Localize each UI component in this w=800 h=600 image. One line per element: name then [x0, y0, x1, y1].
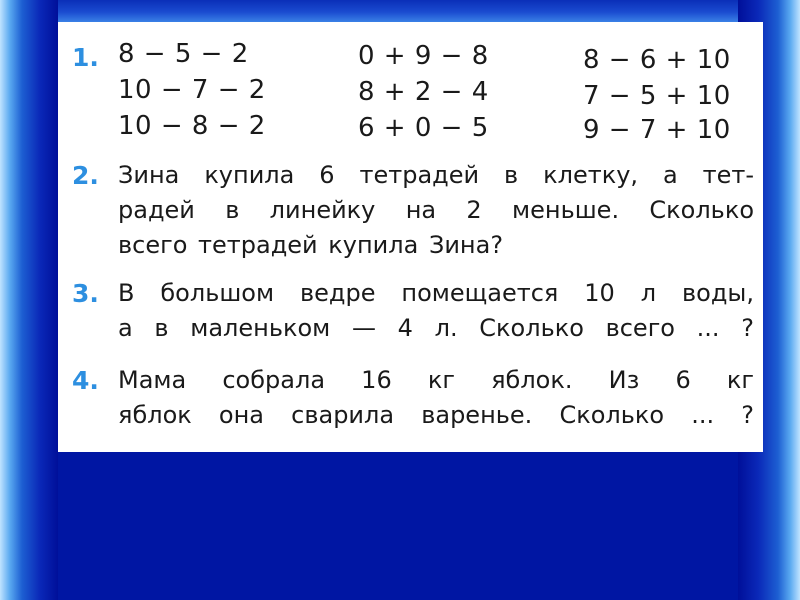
exercise-3-number: 3. [72, 279, 99, 308]
exercise-2-text [118, 158, 754, 263]
exercise-1-expression: 0 + 9 − 8 [358, 41, 489, 71]
exercise-2-number: 2. [72, 161, 99, 190]
exercise-4-line: яблок она сварила варенье. Сколько ... ? [118, 401, 754, 429]
textbook-page [58, 22, 763, 452]
exercise-1-expression: 6 + 0 − 5 [358, 113, 489, 143]
exercise-1-expression: 9 − 7 + 10 [583, 115, 731, 145]
exercise-1-number: 1. [72, 43, 99, 72]
exercise-3-text [118, 276, 754, 346]
slide-frame-bottom [58, 452, 738, 600]
exercise-3-line: а в маленьком — 4 л. Сколько всего ... ? [118, 314, 754, 342]
exercise-1-expression: 7 − 5 + 10 [583, 81, 731, 111]
exercise-1-expression: 8 − 5 − 2 [118, 39, 249, 69]
exercise-4-text [118, 363, 754, 433]
exercise-1-expression: 8 + 2 − 4 [358, 77, 489, 107]
exercise-1-expression: 10 − 8 − 2 [118, 111, 266, 141]
exercise-4-number: 4. [72, 366, 99, 395]
exercise-3-line: В большом ведре помещается 10 л воды, [118, 279, 754, 307]
slide-frame-top [58, 0, 738, 22]
exercise-1-expression: 10 − 7 − 2 [118, 75, 266, 105]
exercise-1-expression: 8 − 6 + 10 [583, 45, 731, 75]
exercise-4-line: Мама собрала 16 кг яблок. Из 6 кг [118, 366, 754, 394]
exercise-2-line: радей в линейку на 2 меньше. Сколько [118, 196, 754, 224]
slide-frame-left [0, 0, 58, 600]
exercise-2-line: Зина купила 6 тетрадей в клетку, а тет- [118, 161, 754, 189]
exercise-2-line: всего тетрадей купила Зина? [118, 231, 504, 259]
